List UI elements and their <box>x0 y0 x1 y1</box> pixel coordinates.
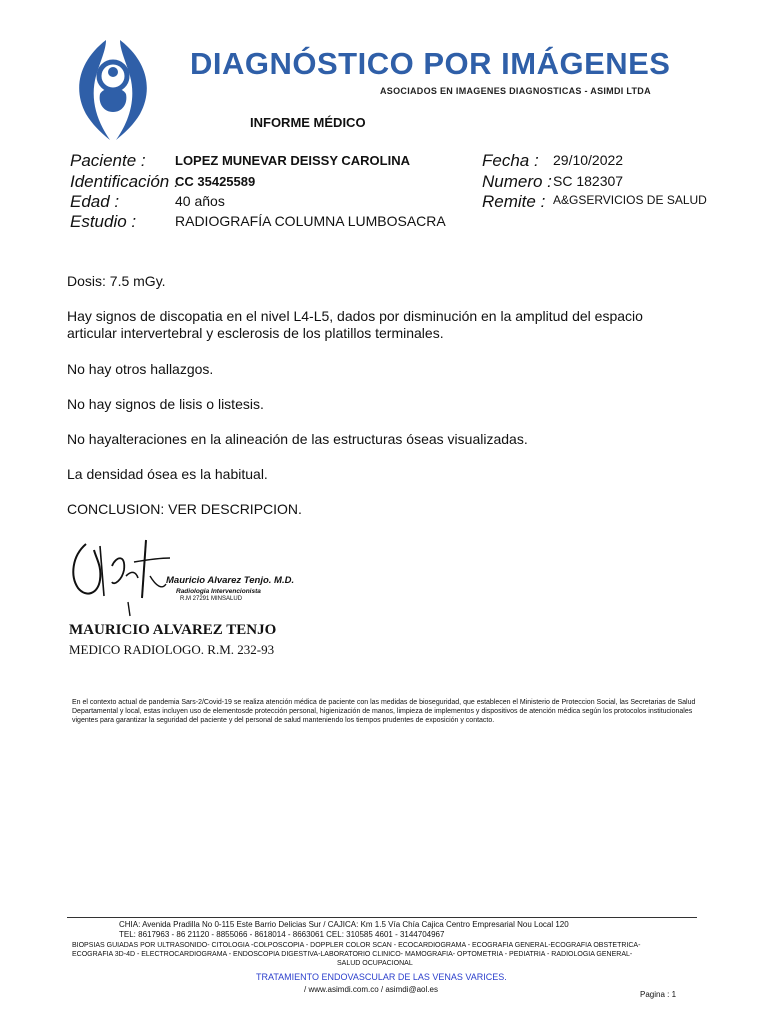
footer-treatment: TRATAMIENTO ENDOVASCULAR DE LAS VENAS VARICES. <box>256 972 507 982</box>
edad-value: 40 años <box>175 193 225 209</box>
brand-title: DIAGNÓSTICO POR IMÁGENES <box>190 46 671 81</box>
stamp-line-1: Mauricio Alvarez Tenjo. M.D. <box>166 575 295 586</box>
numero-label: Numero : <box>482 172 552 191</box>
paciente-label: Paciente : <box>70 151 146 170</box>
fecha-label: Fecha : <box>482 151 539 170</box>
footer-address: CHIA: Avenida Pradilla No 0-115 Este Barrio Delicias Sur / CAJICA: Km 1.5 Vía Chía Cajica Centro Empresarial Nou Local 120 <box>119 920 569 929</box>
footer-services-1: BIOPSIAS GUIADAS POR ULTRASONIDO- CITOLOGIA -COLPOSCOPIA - DOPPLER COLOR SCAN - ECOCARDIOGRAMA - ECOGRAFIA GENERAL-ECOGRAFIA OBSTETRICA- <box>72 942 641 949</box>
edad-label: Edad : <box>70 192 120 211</box>
report-title: INFORME MÉDICO <box>250 115 366 130</box>
estudio-label: Estudio : <box>70 212 137 231</box>
finding-paragraph-5: La densidad ósea es la habitual. <box>67 466 268 482</box>
footer-divider <box>67 917 697 918</box>
signature-stamp <box>66 536 306 622</box>
page-number: Pagina : 1 <box>640 990 677 999</box>
footer-services-3: SALUD OCUPACIONAL <box>337 960 413 967</box>
footer-phones: TEL: 8617963 - 86 21120 - 8855066 - 8618014 - 8663061 CEL: 310585 4601 - 3144704967 <box>119 930 445 939</box>
notice-line: Departamental y local, estas incluyen uso de elementosde protección personal, higienización de manos, limpieza de implementos y dispositivos de atención médica según los protocolos institucionales <box>72 708 693 715</box>
estudio-value: RADIOGRAFÍA COLUMNA LUMBOSACRA <box>175 213 446 229</box>
doctor-name: MAURICIO ALVAREZ TENJO <box>69 622 277 638</box>
logo-icon <box>66 36 160 142</box>
remite-label: Remite : <box>482 192 546 211</box>
paciente-value: LOPEZ MUNEVAR DEISSY CAROLINA <box>175 153 410 168</box>
finding-paragraph-2: No hay otros hallazgos. <box>67 361 214 377</box>
numero-value: SC 182307 <box>553 173 624 189</box>
stamp-line-3: R.M 27291 MINSALUD <box>180 596 243 602</box>
notice-line: En el contexto actual de pandemia Sars-2/Covid-19 se realiza atención médica de paciente con las medidas de bioseguridad, que establecen el Ministerio de Proteccion Social, las Secretarias de Salud <box>72 699 696 706</box>
notice-line: vigentes para garantizar la seguridad del paciente y del personal de salud manteniendo los tiempos prudentes de exposición y contacto. <box>72 717 495 724</box>
finding-line: articular intervertebral y esclerosis de los platillos terminales. <box>67 325 444 341</box>
doctor-role: MEDICO RADIOLOGO. R.M. 232-93 <box>69 642 275 657</box>
conclusion-text: CONCLUSION: VER DESCRIPCION. <box>67 501 302 517</box>
finding-paragraph-4: No hayalteraciones en la alineación de las estructuras óseas visualizadas. <box>67 431 528 447</box>
footer-services-2: ECOGRAFIA 3D-4D - ELECTROCARDIOGRAMA - ENDOSCOPIA DIGESTIVA-LABORATORIO CLINICO- MAMOGRAFIA- OPTOMETRIA - PEDIATRIA - RADIOLOGIA GENERAL- <box>72 951 633 958</box>
finding-paragraph-3: No hay signos de lisis o listesis. <box>67 396 264 412</box>
brand-subtitle: ASOCIADOS EN IMAGENES DIAGNOSTICAS - ASIMDI LTDA <box>380 86 651 96</box>
stamp-line-2: Radiologia Intervencionista <box>176 588 261 595</box>
fecha-value: 29/10/2022 <box>553 152 624 168</box>
dosis-text: Dosis: 7.5 mGy. <box>67 273 166 289</box>
finding-line: Hay signos de discopatia en el nivel L4-L5, dados por disminución en la amplitud del espacio <box>67 308 643 324</box>
remite-value: A&GSERVICIOS DE SALUD <box>553 193 707 207</box>
identificacion-value: CC 35425589 <box>175 174 256 189</box>
finding-paragraph-1 <box>67 308 687 342</box>
covid-notice <box>72 698 756 725</box>
footer-web: / www.asimdi.com.co / asimdi@aol.es <box>304 985 438 994</box>
identificacion-label: Identificación : <box>70 172 179 191</box>
